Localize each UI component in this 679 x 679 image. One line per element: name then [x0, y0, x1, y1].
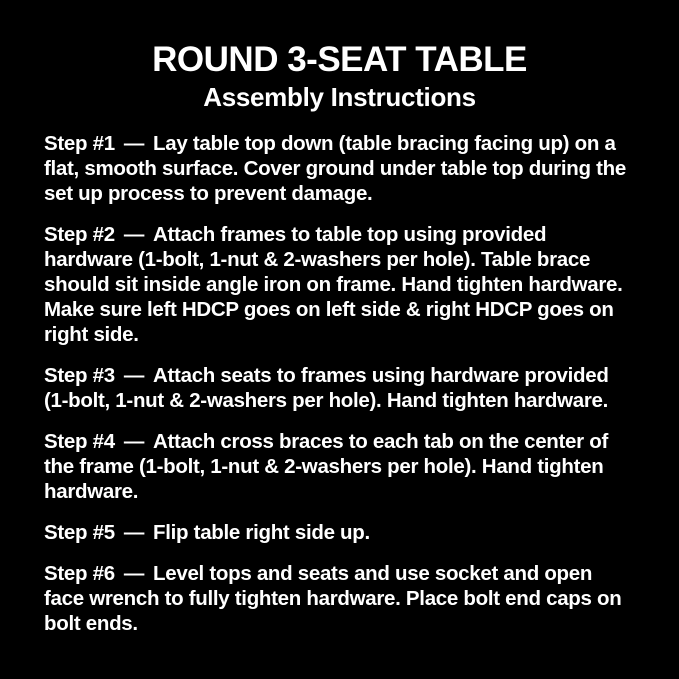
step-text: Attach cross braces to each tab on the center of the frame (1-bolt, 1-nut & 2-washers per hole). Hand tighten hardware.	[44, 430, 608, 503]
step-label: Step #5	[44, 521, 115, 544]
header	[44, 38, 635, 113]
step-text: Attach seats to frames using hardware provided (1-bolt, 1-nut & 2-washers per hole). Hand tighten hardware.	[44, 364, 609, 412]
step-item	[44, 429, 635, 504]
step-text: Lay table top down (table bracing facing up) on a flat, smooth surface. Cover ground under table top during the set up process to prevent damage.	[44, 132, 626, 205]
step-item	[44, 222, 635, 347]
step-dash: —	[123, 430, 145, 453]
step-label: Step #3	[44, 364, 115, 387]
step-text: Flip table right side up.	[153, 521, 370, 544]
step-label: Step #6	[44, 562, 115, 585]
step-dash: —	[123, 132, 145, 155]
step-item	[44, 520, 635, 545]
page-title: ROUND 3-SEAT TABLE	[152, 40, 527, 79]
step-dash: —	[123, 223, 145, 246]
step-dash: —	[123, 562, 145, 585]
step-label: Step #1	[44, 132, 115, 155]
step-dash: —	[123, 364, 145, 387]
page-subtitle: Assembly Instructions	[203, 82, 476, 112]
step-label: Step #4	[44, 430, 115, 453]
step-text: Attach frames to table top using provided hardware (1-bolt, 1-nut & 2-washers per hole). Table brace should sit inside angle iron on frame. Hand tighten hardware. Make sure left HDCP goes on left side & right HDCP goes on right side.	[44, 223, 623, 346]
step-item	[44, 131, 635, 206]
step-item	[44, 561, 635, 636]
step-text: Level tops and seats and use socket and open face wrench to fully tighten hardware. Place bolt end caps on bolt ends.	[44, 562, 622, 635]
step-dash: —	[123, 521, 145, 544]
steps-list	[44, 131, 635, 636]
step-item	[44, 363, 635, 413]
step-label: Step #2	[44, 223, 115, 246]
